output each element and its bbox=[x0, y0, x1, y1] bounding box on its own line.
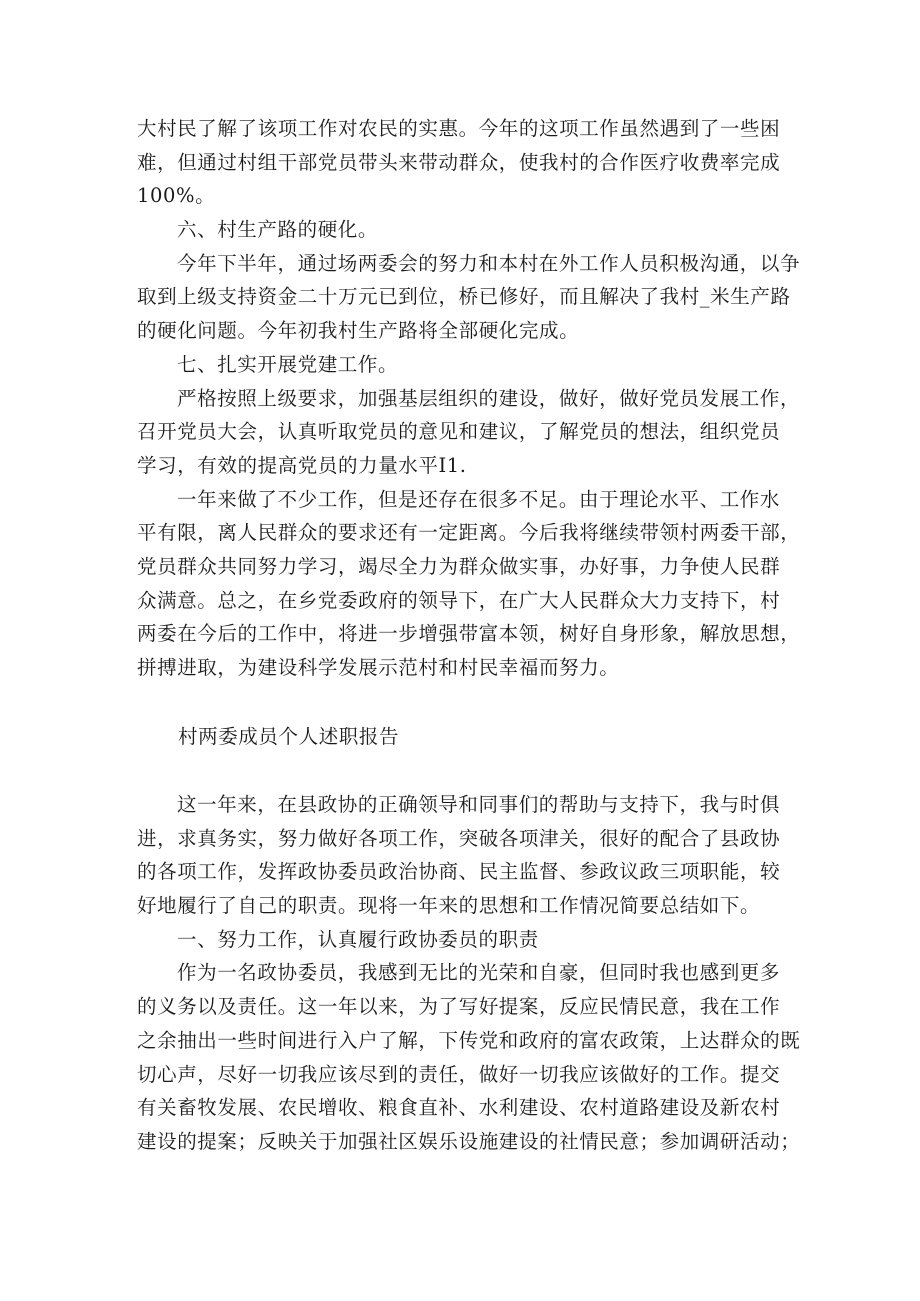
text-line: 拼搏进取，为建设科学发展示范村和村民幸福而努力。 bbox=[137, 656, 620, 679]
text-line: 取到上级支持资金二十万元已到位，桥已修好，而且解决了我村_米生产路 bbox=[137, 285, 791, 309]
text-line: 两委在今后的工作中，将进一步增强带富本领，树好自身形象，解放思想， bbox=[137, 622, 801, 646]
section-heading: 七、扎实开展党建工作。 bbox=[177, 352, 399, 376]
text-line: 好地履行了自己的职责。现将一年来的思想和工作情况简要总结如下。 bbox=[137, 894, 761, 918]
text-line: 的硬化问题。今年初我村生产路将全部硬化完成。 bbox=[137, 319, 580, 343]
text-line: 召开党员大会，认真听取党员的意见和建议，了解党员的想法，组织党员 bbox=[137, 420, 781, 444]
text-line: 有关畜牧发展、农民增收、粮食直补、水利建设、农村道路建设及新农村 bbox=[137, 1096, 781, 1120]
text-line: 切心声，尽好一切我应该尽到的责任，做好一切我应该做好的工作。提交 bbox=[137, 1062, 781, 1086]
text-line: 大村民了解了该项工作对农民的实惠。今年的这项工作虽然遇到了一些困 bbox=[137, 117, 781, 140]
text-line: 这一年来，在县政协的正确领导和同事们的帮助与支持下，我与时俱 bbox=[177, 793, 781, 816]
section-heading: 六、村生产路的硬化。 bbox=[177, 218, 379, 242]
text-line: 100%。 bbox=[137, 184, 216, 208]
text-line: 难，但通过村组干部党员带头来带动群众，使我村的合作医疗收费率完成 bbox=[137, 150, 781, 174]
text-line: 众满意。总之，在乡党委政府的领导下，在广大人民群众大力支持下，村 bbox=[137, 588, 781, 612]
text-line: 党员群众共同努力学习，竭尽全力为群众做实事，办好事，力争使人民群 bbox=[137, 554, 781, 578]
text-line: 作为一名政协委员，我感到无比的光荣和自豪，但同时我也感到更多 bbox=[177, 961, 781, 985]
report-title: 村两委成员个人述职报告 bbox=[178, 725, 400, 748]
body-text-section-2 bbox=[137, 788, 801, 1159]
text-line: 严格按照上级要求，加强基层组织的建设，做好，做好党员发展工作， bbox=[177, 386, 801, 410]
body-text-section-1 bbox=[137, 112, 801, 685]
text-line: 一年来做了不少工作，但是还存在很多不足。由于理论水平、工作水 bbox=[177, 487, 781, 511]
text-line: 建设的提案；反映关于加强社区娱乐设施建设的社情民意；参加调研活动； bbox=[137, 1129, 801, 1153]
text-line: 之余抽出一些时间进行入户了解，下传党和政府的富农政策，上达群众的既 bbox=[137, 1028, 801, 1052]
text-line: 今年下半年，通过场两委会的努力和本村在外工作人员积极沟通，以争 bbox=[177, 251, 801, 275]
text-line: 学习，有效的提高党员的力量水平I1. bbox=[137, 453, 467, 477]
section-heading: 一、努力工作，认真履行政协委员的职责 bbox=[177, 927, 539, 951]
text-line: 平有限，离人民群众的要求还有一定距离。今后我将继续带领村两委干部， bbox=[137, 521, 801, 545]
text-line: 的义务以及责任。这一年以来，为了写好提案，反应民情民意，我在工作 bbox=[137, 995, 781, 1019]
text-line: 的各项工作，发挥政协委员政治协商、民主监督、参政议政三项职能，较 bbox=[137, 860, 781, 884]
text-line: 进，求真务实，努力做好各项工作，突破各项津关，很好的配合了县政协 bbox=[137, 826, 781, 850]
